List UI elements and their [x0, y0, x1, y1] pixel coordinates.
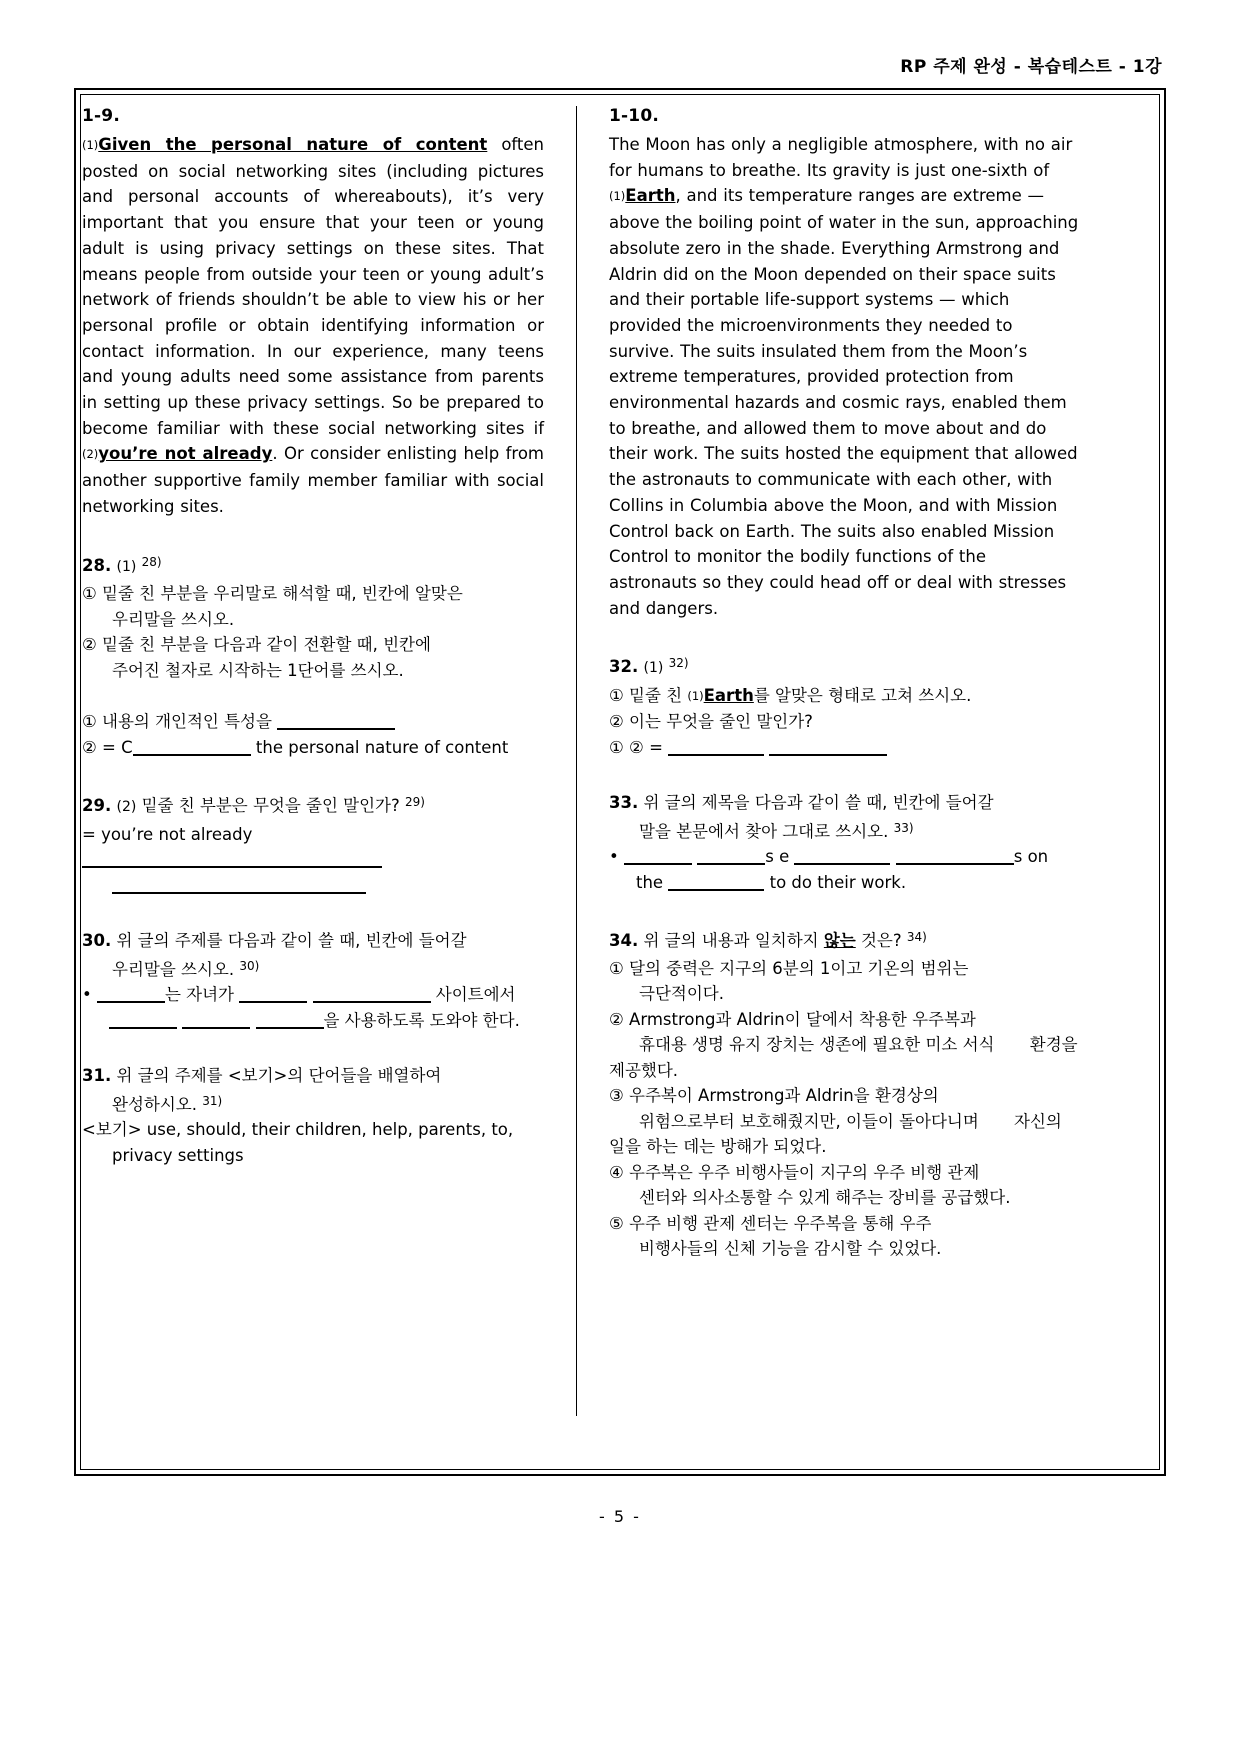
- question-30-line-1: 위 글의 주제를 다음과 같이 쓸 때, 빈칸에 들어갈: [116, 931, 467, 951]
- question-32-item-1-prefix: 밑줄 친: [629, 685, 688, 705]
- passage-body-after: , and its temperature ranges are extreme — above the boiling point of water in the sun, approaching absolute zero in the shade. Everything Armstrong and Aldrin did on the Moon depended on their space suits and their portable life-support systems — which provided the microenvironments they needed to survive. The suits insulated them from the Moon’s extreme temperatures, provided protection from environmental hazards and cosmic rays, enabled them to breathe, and allowed them to move about and do their work. The suits hosted the equipment that allowed the astronauts to communicate with each other, with Collins in Columbia above the Moon, and with Mission Control back on Earth. The suits also enabled Mission Control to monitor the bodily functions of the astronauts so they could head off or deal with stresses and dangers.: [609, 186, 1079, 618]
- question-34-superscript: 34): [906, 930, 927, 945]
- question-30-answer-a: 는 자녀가: [164, 985, 234, 1005]
- choice-marker: ①: [609, 958, 624, 978]
- right-column: [609, 106, 1079, 1462]
- question-34-prompt-suffix: 것은?: [855, 931, 902, 951]
- question-32-item-1-ref: (1): [687, 688, 704, 703]
- question-32-item-1-suffix: 를 알맞은 형태로 고쳐 쓰시오.: [753, 685, 972, 705]
- question-33-head: [609, 790, 1079, 816]
- question-33-line-2-wrap: [609, 822, 914, 841]
- question-33-frag-d: to do their work.: [769, 872, 907, 892]
- question-32-answer-markers: ① ② =: [609, 737, 663, 757]
- question-28-item-2: [82, 632, 544, 658]
- choice-marker: ④: [609, 1162, 624, 1182]
- question-28-item-2-line-1: 밑줄 친 부분을 다음과 같이 전환할 때, 빈칸에: [102, 635, 431, 655]
- question-31-superscript: 31): [202, 1093, 223, 1108]
- question-34-number: 34.: [609, 931, 639, 951]
- answer-blank[interactable]: [313, 1001, 431, 1003]
- question-28-answer-2: [82, 735, 544, 761]
- question-31-head: [82, 1063, 544, 1089]
- choice-line: Armstrong과 Aldrin이 달에서 착용한 우주복과: [629, 1009, 976, 1029]
- question-28-paren: (1): [116, 558, 137, 575]
- answer-blank[interactable]: [896, 863, 1014, 865]
- left-column: [82, 106, 552, 1462]
- choice-line: 우주복은 우주 비행사들이 지구의 우주 비행 관제: [629, 1162, 980, 1182]
- answer-blank[interactable]: [109, 1027, 177, 1029]
- answer-blank[interactable]: [239, 1001, 307, 1003]
- question-32-item-1-marker: ①: [609, 685, 624, 705]
- question-29: [82, 790, 544, 898]
- page-header-title: RP 주제 완성 - 복습테스트 - 1강: [900, 57, 1162, 77]
- question-29-answer-line-1: [82, 822, 544, 873]
- question-32-number: 32.: [609, 657, 639, 677]
- question-32: [609, 651, 1079, 760]
- question-28-item-2-marker: ②: [82, 635, 97, 655]
- question-30-answer-c: 을 사용하도록 도와야 한다.: [323, 1010, 520, 1030]
- question-33-number: 33.: [609, 793, 639, 813]
- question-32-item-1: [609, 683, 1079, 710]
- passage-underline-2: you’re not already: [98, 444, 273, 464]
- answer-blank[interactable]: [133, 754, 251, 756]
- question-28-answer-2-prefix: = C: [102, 737, 133, 757]
- choice-line: 휴대용 생명 유지 장치는 생존에 필요한 미소 서식: [639, 1035, 995, 1055]
- passage-body-part-2: . Or consider enlisting help from another supportive family member familiar with social networking sites.: [82, 444, 544, 516]
- question-28-answer-1-marker: ①: [82, 712, 97, 732]
- question-28-answer-2-marker: ②: [82, 737, 97, 757]
- passage-label-1-9: 1-9.: [82, 106, 120, 126]
- question-28-item-1-marker: ①: [82, 584, 97, 604]
- question-29-paren: (2): [116, 799, 137, 816]
- question-32-item-1-word: Earth: [703, 685, 754, 705]
- question-34-prompt-prefix: 위 글의 내용과 일치하지: [643, 931, 824, 951]
- question-28-item-1: [82, 581, 544, 607]
- choice-item[interactable]: [609, 1083, 1079, 1109]
- choice-line: 달의 중력은 지구의 6분의 1이고 기온의 범위는: [629, 958, 969, 978]
- question-30-line-2: 우리말을 쓰시오.: [112, 959, 235, 979]
- question-32-item-2-marker: ②: [609, 712, 624, 732]
- column-divider: [576, 106, 577, 1416]
- question-28-answer-1: [82, 709, 544, 735]
- question-28: [82, 550, 544, 761]
- question-33-line-1: 위 글의 제목을 다음과 같이 쓸 때, 빈칸에 들어갈: [643, 793, 994, 813]
- answer-blank[interactable]: [256, 1027, 324, 1029]
- question-29-superscript: 29): [404, 795, 425, 810]
- question-31-bogi-line-2: privacy settings: [112, 1145, 244, 1165]
- answer-blank[interactable]: [624, 863, 692, 865]
- question-33-superscript: 33): [893, 820, 914, 835]
- choice-item[interactable]: [609, 1160, 1079, 1186]
- question-28-item-2-line-2: 주어진 철자로 시작하는 1단어를 쓰시오.: [112, 660, 404, 680]
- answer-blank[interactable]: [668, 754, 764, 756]
- question-34-head: [609, 925, 1079, 954]
- answer-blank[interactable]: [769, 754, 887, 756]
- answer-blank[interactable]: [277, 728, 395, 730]
- page-number-footer: - 5 -: [599, 1507, 641, 1526]
- choice-line: 비행사들의 신체 기능을 감시할 수 있었다.: [639, 1239, 942, 1259]
- passage-underline-1: Earth: [625, 186, 676, 206]
- question-31-line-2: 완성하시오.: [112, 1094, 197, 1114]
- two-column-body: [82, 106, 1158, 1462]
- passage-text-1-9: [82, 132, 544, 520]
- question-28-superscript: 28): [141, 554, 162, 569]
- question-29-answer-line-2: [82, 873, 544, 899]
- question-29-number: 29.: [82, 796, 112, 816]
- question-31-number: 31.: [82, 1066, 112, 1086]
- question-32-item-2-text: 이는 무엇을 줄인 말인가?: [629, 712, 813, 732]
- answer-blank[interactable]: [97, 1001, 165, 1003]
- question-32-superscript: 32): [668, 656, 689, 671]
- answer-blank[interactable]: [794, 863, 890, 865]
- answer-blank[interactable]: [697, 863, 765, 865]
- question-31: [82, 1063, 544, 1168]
- question-28-item-1-line-1: 밑줄 친 부분을 우리말로 해석할 때, 빈칸에 알맞은: [102, 584, 463, 604]
- question-34-prompt-bold: 않는: [823, 931, 856, 951]
- question-33-line-2: 말을 본문에서 찾아 그대로 쓰시오.: [639, 821, 889, 841]
- choice-line: 자신의 일을 하는 데는 방해가 되었다.: [609, 1111, 1062, 1157]
- question-31-line-1: 위 글의 주제를 <보기>의 단어들을 배열하여: [116, 1066, 442, 1086]
- question-33-frag-c: the: [636, 872, 664, 892]
- question-31-bogi-line-1: [82, 1117, 544, 1143]
- question-30-bullet: •: [82, 985, 92, 1005]
- question-30-superscript: 30): [239, 958, 260, 973]
- passage-text-1-10: [609, 132, 1079, 621]
- passage-body-part-1: often posted on social networking sites (including pictures and personal accounts of whereabouts), it’s very important that you ensure that your teen or young adult is using privacy settings on these sites. That means people from outside your teen or young adult’s network of friends shouldn’t be able to view his or her personal profile or obtain identifying information or contact information. In our experience, many teens and young adults need some assistance from parents in setting up these privacy settings. So be prepared to become familiar with these social networking sites if: [82, 135, 545, 438]
- question-29-answer-prefix: = you’re not already: [82, 824, 253, 844]
- question-28-head: [82, 550, 544, 581]
- passage-label-1-10: 1-10.: [609, 106, 659, 126]
- choice-item[interactable]: [609, 1211, 1079, 1237]
- question-33-answer-line-1: [609, 844, 1079, 870]
- choice-marker: ③: [609, 1086, 624, 1106]
- question-33-frag-a: s e: [765, 847, 790, 867]
- question-28-number: 28.: [82, 555, 112, 575]
- question-28-item-1-line-2: 우리말을 쓰시오.: [112, 609, 235, 629]
- question-31-bogi-label: <보기>: [82, 1120, 142, 1140]
- question-30-answer-line-2: [82, 1008, 544, 1034]
- choice-line: 환경을 제공했다.: [609, 1035, 1078, 1080]
- passage-underline-1: Given the personal nature of content: [98, 135, 488, 154]
- answer-blank[interactable]: [668, 889, 764, 891]
- question-30-answer-line-1: [82, 982, 544, 1008]
- question-30-number: 30.: [82, 931, 112, 951]
- question-28-answer-2-suffix: the personal nature of content: [255, 737, 509, 757]
- passage-body-before: The Moon has only a negligible atmosphere, with no air for humans to breathe. Its gravity is just one-sixth of: [609, 135, 1073, 180]
- question-32-item-2: [609, 709, 1079, 735]
- answer-blank[interactable]: [182, 1027, 250, 1029]
- passage-ref-1: (1): [82, 138, 99, 152]
- choice-item[interactable]: [609, 956, 1079, 982]
- question-33: [609, 790, 1079, 895]
- choice-marker: ⑤: [609, 1213, 624, 1233]
- question-32-head: [609, 651, 1079, 682]
- choice-marker: ②: [609, 1009, 624, 1029]
- question-29-head: [82, 790, 544, 821]
- passage-ref-1: (1): [609, 189, 626, 204]
- question-28-answer-1-text: 내용의 개인적인 특성을: [102, 712, 272, 732]
- question-33-answer-line-2: [609, 870, 1079, 896]
- passage-ref-2: (2): [82, 447, 99, 462]
- question-30: [82, 928, 544, 1033]
- question-30-head: [82, 928, 544, 954]
- question-32-answer-line: [609, 735, 1079, 761]
- question-33-frag-b: s on: [1013, 847, 1049, 867]
- answer-blank[interactable]: [82, 866, 382, 868]
- spacer: [82, 683, 544, 709]
- question-30-line-2-wrap: [82, 960, 259, 979]
- choice-item[interactable]: [609, 1007, 1079, 1033]
- choice-line: 위험으로부터 보호해줬지만, 이들이 돌아다니며: [639, 1111, 979, 1131]
- question-30-answer-b: 사이트에서: [435, 985, 516, 1005]
- question-34-choices: [609, 956, 1079, 1262]
- choice-line: 극단적이다.: [639, 984, 724, 1004]
- question-33-bullet: •: [609, 847, 619, 867]
- question-29-prompt: 밑줄 친 부분은 무엇을 줄인 말인가?: [141, 796, 400, 816]
- choice-line: 우주복이 Armstrong과 Aldrin을 환경상의: [629, 1086, 939, 1106]
- choice-line: 센터와 의사소통할 수 있게 해주는 장비를 공급했다.: [639, 1188, 1011, 1208]
- question-34: [609, 925, 1079, 1262]
- question-31-bogi-words-1: use, should, their children, help, parents, to,: [146, 1120, 514, 1140]
- choice-line: 우주 비행 관제 센터는 우주복을 통해 우주: [629, 1213, 932, 1233]
- answer-blank[interactable]: [112, 892, 366, 894]
- question-32-paren: (1): [643, 660, 664, 677]
- question-31-line-2-wrap: [82, 1095, 222, 1114]
